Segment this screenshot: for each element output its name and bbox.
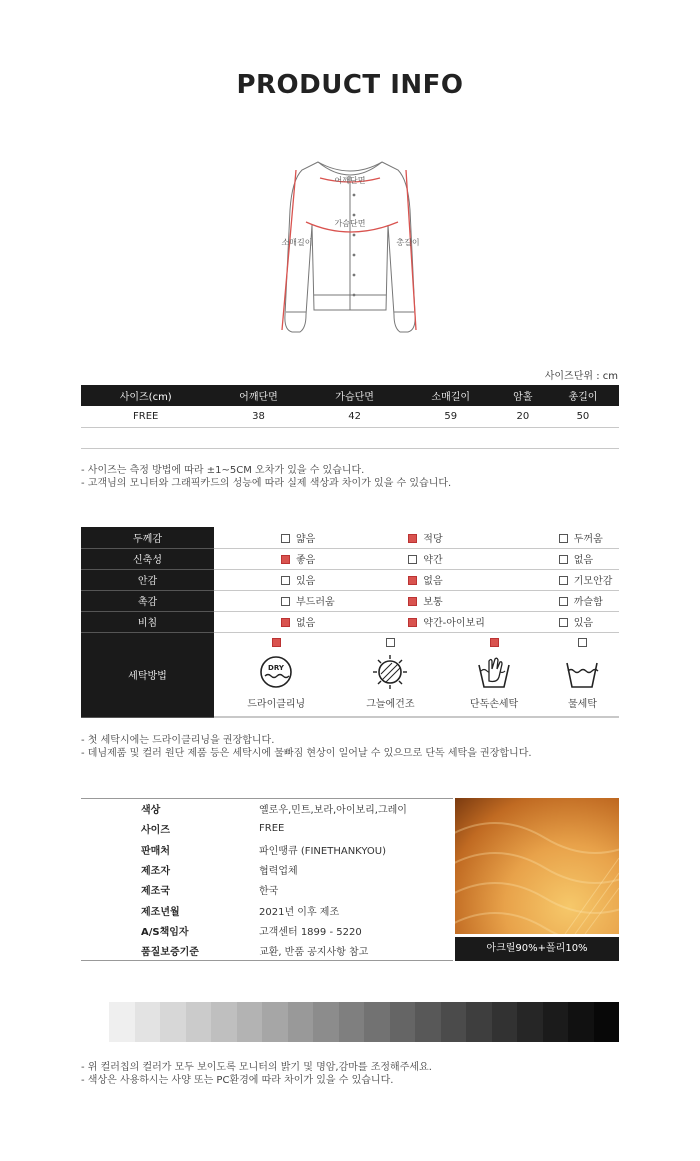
spec-row	[81, 839, 453, 859]
property-row	[81, 611, 619, 632]
option-label: 두꺼움	[573, 533, 603, 545]
gray-chip	[594, 1002, 620, 1042]
size-cell: 42	[307, 406, 403, 427]
unchecked-checkbox-icon	[386, 638, 395, 647]
property-option	[214, 527, 341, 548]
property-label: 비침	[81, 611, 214, 632]
washing-method-label: 단독손세탁	[469, 698, 519, 710]
property-row	[81, 527, 619, 548]
property-label: 두께감	[81, 527, 214, 548]
unchecked-checkbox-icon	[559, 534, 568, 543]
property-option	[214, 548, 341, 569]
property-option	[493, 590, 619, 611]
gray-chip	[543, 1002, 569, 1042]
option-label: 기모안감	[573, 576, 613, 587]
sleeve-label: 소매길이	[281, 238, 313, 247]
option-label: 좋음	[296, 555, 316, 566]
dry-clean-icon	[259, 655, 293, 689]
washing-row	[81, 632, 619, 718]
spec-value: 옐로우,민트,보라,아이보리,그레이	[259, 805, 407, 817]
spec-key: 색상	[141, 805, 161, 817]
property-label: 촉감	[81, 590, 214, 611]
note-line: - 사이즈는 측정 방법에 따라 ±1~5CM 오차가 있을 수 있습니다.	[81, 465, 365, 476]
size-header: 사이즈(cm)	[81, 385, 210, 406]
property-option	[214, 569, 341, 590]
gray-chip	[466, 1002, 492, 1042]
spec-row	[81, 799, 453, 819]
washing-method	[214, 633, 338, 717]
washing-method	[546, 633, 619, 717]
water-wash-icon	[565, 655, 599, 689]
checked-checkbox-icon	[281, 618, 290, 627]
gray-chip	[441, 1002, 467, 1042]
checked-checkbox-icon	[281, 555, 290, 564]
property-row	[81, 548, 619, 569]
spec-value: 한국	[259, 886, 279, 898]
chest-label: 가슴단면	[334, 219, 366, 228]
checked-checkbox-icon	[272, 638, 281, 647]
gray-chip	[390, 1002, 416, 1042]
size-header: 암홀	[499, 385, 547, 406]
spec-row	[81, 920, 453, 940]
unchecked-checkbox-icon	[559, 618, 568, 627]
unchecked-checkbox-icon	[281, 534, 290, 543]
size-header: 총길이	[547, 385, 619, 406]
property-row	[81, 590, 619, 611]
spec-key: A/S책임자	[141, 926, 189, 938]
gray-chip	[364, 1002, 390, 1042]
table-row-empty	[81, 427, 619, 448]
option-label: 부드러움	[296, 597, 335, 608]
gray-chip	[135, 1002, 161, 1042]
size-unit: 사이즈단위 : cm	[544, 371, 618, 382]
spec-value: 고객센터 1899 - 5220	[259, 926, 362, 938]
spec-key: 제조년월	[141, 906, 180, 918]
gray-chip	[237, 1002, 263, 1042]
unchecked-checkbox-icon	[559, 555, 568, 564]
gray-chip	[568, 1002, 594, 1042]
size-cell: 20	[499, 406, 547, 427]
unchecked-checkbox-icon	[559, 597, 568, 606]
option-label: 얇음	[296, 533, 316, 545]
property-row	[81, 569, 619, 590]
option-label: 보통	[423, 597, 443, 608]
note-line: - 색상은 사용하시는 사양 또는 PC환경에 따라 차이가 있을 수 있습니다.	[81, 1075, 394, 1086]
washing-method-label: 그늘에건조	[366, 698, 415, 710]
note-line: - 첫 세탁시에는 드라이클리닝을 권장합니다.	[81, 735, 275, 746]
material-composition: 아크릴90%+폴리10%	[455, 937, 619, 961]
unchecked-checkbox-icon	[408, 555, 417, 564]
spec-key: 제조자	[141, 866, 170, 878]
option-label: 까슬함	[573, 597, 603, 608]
gray-chip	[492, 1002, 518, 1042]
property-label: 안감	[81, 569, 214, 590]
spec-row	[81, 859, 453, 879]
unchecked-checkbox-icon	[578, 638, 587, 647]
size-notes	[81, 464, 451, 490]
option-label: 약간-아이보리	[423, 618, 485, 629]
option-label: 있음	[296, 576, 316, 587]
option-label: 없음	[296, 618, 316, 629]
note-line: - 데님제품 및 컬러 원단 제품 등은 세탁시에 물빠짐 현상이 일어날 수 있으므로 단독 세탁을 권장합니다.	[81, 748, 532, 759]
spec-key: 사이즈	[141, 825, 170, 837]
option-label: 있음	[573, 618, 594, 629]
size-header: 어깨단면	[210, 385, 306, 406]
note-line: - 고객님의 모니터와 그래픽카드의 성능에 따라 실제 색상과 차이가 있을 수 있습니다.	[81, 478, 452, 489]
spec-key: 판매처	[141, 845, 170, 857]
gray-chip	[313, 1002, 339, 1042]
gray-chip	[517, 1002, 543, 1042]
spec-row	[81, 900, 453, 920]
spec-value: 파인땡큐 (FINETHANKYOU)	[259, 845, 387, 857]
size-header: 소매길이	[403, 385, 499, 406]
property-option	[341, 569, 492, 590]
size-cell: 38	[210, 406, 306, 427]
washing-method	[442, 633, 546, 717]
spec-value: 협력업체	[259, 866, 298, 878]
shade-dry-icon	[373, 655, 407, 689]
washing-label: 세탁방법	[81, 632, 214, 718]
checked-checkbox-icon	[490, 638, 499, 647]
shoulder-label: 어깨단면	[334, 176, 366, 185]
washing-method-label: 드라이클리닝	[247, 698, 306, 710]
spec-value: 2021년 이후 제조	[259, 906, 340, 918]
cardigan-measurement-illustration	[270, 150, 430, 345]
unchecked-checkbox-icon	[281, 597, 290, 606]
unchecked-checkbox-icon	[281, 576, 290, 585]
gray-chip	[160, 1002, 186, 1042]
spec-key: 제조국	[141, 886, 170, 898]
spec-key: 품질보증기준	[141, 946, 199, 958]
washing-method-label: 물세탁	[567, 698, 597, 710]
size-table	[81, 385, 619, 449]
size-cell: 50	[547, 406, 619, 427]
spec-value: 교환, 반품 공지사항 참고	[259, 946, 369, 958]
gray-chip	[186, 1002, 212, 1042]
gray-chip	[262, 1002, 288, 1042]
fabric-closeup-image	[455, 798, 619, 934]
hand-wash-icon	[477, 655, 511, 689]
checked-checkbox-icon	[408, 597, 417, 606]
property-label: 신축성	[81, 548, 214, 569]
property-option	[341, 590, 492, 611]
size-cell: FREE	[81, 406, 210, 427]
note-line: - 위 컬러칩의 컬러가 모두 보이도록 모니터의 밝기 및 명암,감마를 조정해주세요.	[81, 1062, 432, 1073]
property-option	[341, 611, 492, 632]
color-notes	[81, 1061, 432, 1087]
spec-row	[81, 880, 453, 900]
property-option	[214, 590, 341, 611]
property-option	[493, 527, 619, 548]
page-title: PRODUCT INFO	[236, 70, 464, 100]
gray-chip	[415, 1002, 441, 1042]
option-label: 없음	[423, 576, 443, 587]
property-option	[341, 527, 492, 548]
product-spec-table	[81, 798, 453, 961]
knit-texture-icon	[455, 798, 619, 934]
property-option	[493, 548, 619, 569]
length-label: 총길이	[396, 238, 420, 247]
dry-label: DRY	[268, 663, 285, 672]
spec-row	[81, 941, 453, 961]
table-row	[81, 406, 619, 427]
property-option	[493, 611, 619, 632]
option-label: 약간	[423, 555, 443, 566]
option-label: 없음	[573, 555, 594, 566]
fabric-properties-table	[81, 527, 619, 718]
gray-chip	[339, 1002, 365, 1042]
washing-method	[338, 633, 442, 717]
size-header: 가슴단면	[307, 385, 403, 406]
gray-chip	[109, 1002, 135, 1042]
checked-checkbox-icon	[408, 618, 417, 627]
unchecked-checkbox-icon	[559, 576, 568, 585]
checked-checkbox-icon	[408, 534, 417, 543]
option-label: 적당	[423, 533, 443, 545]
gray-chip	[211, 1002, 237, 1042]
property-option	[341, 548, 492, 569]
spec-value: FREE	[259, 823, 285, 835]
property-option	[493, 569, 619, 590]
size-cell: 59	[403, 406, 499, 427]
spec-row	[81, 819, 453, 839]
checked-checkbox-icon	[408, 576, 417, 585]
color-gray-scale-chart	[109, 1002, 619, 1042]
wash-notes	[81, 734, 532, 760]
property-option	[214, 611, 341, 632]
gray-chip	[288, 1002, 314, 1042]
